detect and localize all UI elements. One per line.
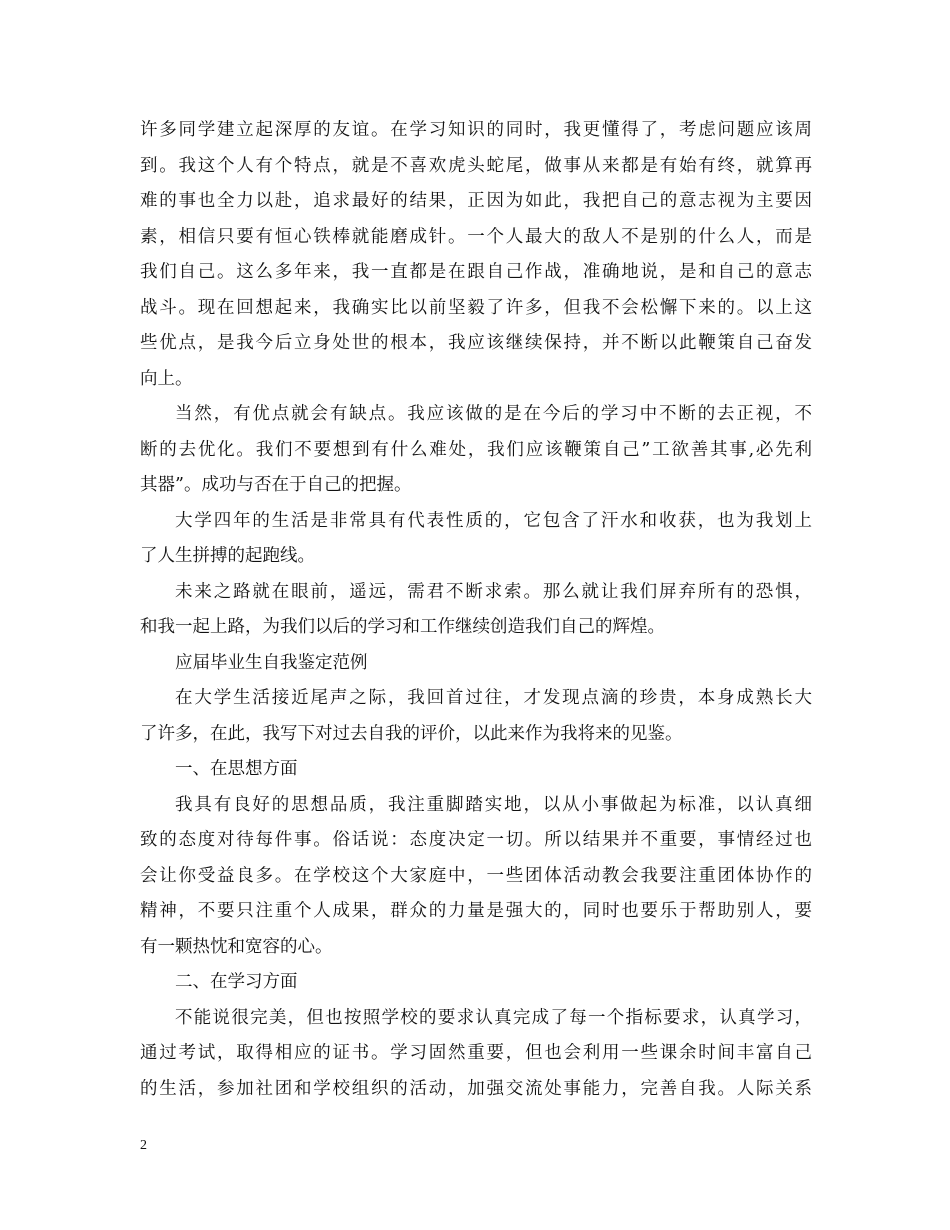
text-line: 当然，有优点就会有缺点。我应该做的是在今后的学习中不断的去正视，不 bbox=[175, 404, 812, 424]
text-line: 不能说很完美，但也按照学校的要求认真完成了每一个指标要求，认真学习， bbox=[175, 1007, 812, 1028]
text-line: 二、在学习方面 bbox=[175, 972, 298, 992]
text-line: 我们自己。这么多年来，我一直都是在跟自己作战，准确地说，是和自己的意志 bbox=[140, 262, 812, 282]
text-line: 我具有良好的思想品质，我注重脚踏实地，以从小事做起为标准，以认真细 bbox=[175, 794, 812, 815]
text-line: 有一颗热忱和宽容的心。 bbox=[140, 936, 333, 957]
text-line: 会让你受益良多。在学校这个大家庭中，一些团体活动教会我要注重团体协作的 bbox=[140, 865, 812, 886]
text-line: 其器”。成功与否在于自己的把握。 bbox=[140, 475, 412, 495]
text-line: 致的态度对待每件事。俗话说：态度决定一切。所以结果并不重要，事情经过也 bbox=[140, 830, 812, 850]
text-line: 和我一起上路，为我们以后的学习和工作继续创造我们自己的辉煌。 bbox=[140, 617, 665, 637]
text-line: 通过考试，取得相应的证书。学习固然重要，但也会利用一些课余时间丰富自己 bbox=[140, 1043, 812, 1063]
body-text bbox=[140, 113, 812, 1107]
text-line: 大学四年的生活是非常具有代表性质的，它包含了汗水和收获，也为我划上 bbox=[175, 510, 812, 531]
text-line: 些优点，是我今后立身处世的根本，我应该继续保持，并不断以此鞭策自己奋发 bbox=[140, 333, 812, 353]
text-line: 在大学生活接近尾声之际，我回首过往，才发现点滴的珍贵，本身成熟长大 bbox=[175, 688, 812, 708]
text-line: 难的事也全力以赴，追求最好的结果，正因为如此，我把自己的意志视为主要因 bbox=[140, 191, 812, 211]
text-line: 精神，不要只注重个人成果，群众的力量是强大的，同时也要乐于帮助别人，要 bbox=[140, 901, 812, 921]
text-line: 断的去优化。我们不要想到有什么难处，我们应该鞭策自己”工欲善其事,必先利 bbox=[140, 439, 812, 460]
text-line: 向上。 bbox=[140, 368, 193, 389]
text-line: 许多同学建立起深厚的友谊。在学习知识的同时，我更懂得了，考虑问题应该周 bbox=[140, 120, 812, 140]
text-line: 了许多，在此，我写下对过去自我的评价，以此来作为我将来的见鉴。 bbox=[140, 723, 683, 744]
text-line: 了人生拼搏的起跑线。 bbox=[140, 546, 315, 566]
page-number: 2 bbox=[140, 1138, 147, 1153]
text-line: 应届毕业生自我鉴定范例 bbox=[175, 652, 368, 673]
text-line: 一、在思想方面 bbox=[175, 759, 298, 779]
text-line: 素，相信只要有恒心铁棒就能磨成针。一个人最大的敌人不是别的什么人，而是 bbox=[140, 226, 812, 247]
text-line: 的生活，参加社团和学校组织的活动，加强交流处事能力，完善自我。人际关系 bbox=[140, 1078, 812, 1099]
text-line: 到。我这个人有个特点，就是不喜欢虎头蛇尾，做事从来都是有始有终，就算再 bbox=[140, 155, 812, 176]
text-line: 未来之路就在眼前，遥远，需君不断求索。那么就让我们屏弃所有的恐惧， bbox=[175, 581, 812, 602]
text-line: 战斗。现在回想起来，我确实比以前坚毅了许多，但我不会松懈下来的。以上这 bbox=[140, 297, 812, 318]
